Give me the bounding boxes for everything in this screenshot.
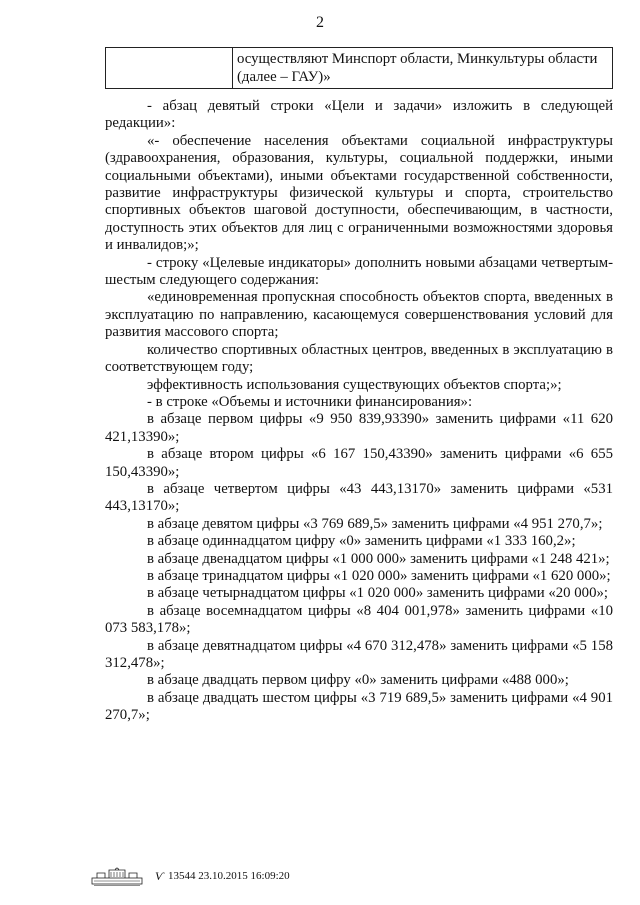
paragraph-indicator-centers: количество спортивных областных центров, введенных в эксплуатацию в соответствующем году; [105,341,613,376]
paragraph-amendment: в абзаце двадцать первом цифру «0» заменить цифрами «488 000»; [147,672,569,689]
paragraph-amendment: в абзаце одиннадцатом цифру «0» заменить цифрами «1 333 160,2»; [147,533,576,550]
table-fragment [105,47,613,89]
paragraph-amendment: в абзаце двенадцатом цифры «1 000 000» заменить цифрами «1 248 421»; [147,550,610,567]
paragraph-goals-text: «- обеспечение населения объектами социальной инфраструктуры (здравоохранения, образования, культуры, социальной поддержки, иными социальными объектами), иными объектами государственной собственности, развитие инфраструктуры физической культуры и спорта, строительство спортивных объектов шаговой доступности, обеспечивающим, в частности, доступность этих объектов для лиц с ограниченными возможностями здоровья и инвалидов;»; [105,132,613,254]
paragraph-financing: - в строке «Объемы и источники финансирования»: [147,393,473,410]
paragraph-amendment: в абзаце первом цифры «9 950 839,93390» заменить цифрами «11 620 421,13390»; [105,411,613,445]
paragraph-indicators: - строку «Целевые индикаторы» дополнить новыми абзацами четвертым-шестым следующего содержания: [105,254,613,289]
paragraph-indicator-capacity: «единовременная пропускная способность объектов спорта, введенных в эксплуатацию по направлению, касающемуся совершенствования условий для развития массового спорта; [105,289,613,341]
paragraph-goals: - абзац девятый строки «Цели и задачи» изложить в следующей редакции»: [105,98,613,132]
footer-mark: Ѵ [155,868,164,883]
table-divider [232,48,233,88]
paragraph-amendment: в абзаце двадцать шестом цифры «3 719 689,5» заменить цифрами «4 901 270,7»; [105,689,613,724]
paragraph-amendment: в абзаце тринадцатом цифры «1 020 000» заменить цифрами «1 620 000»; [147,567,611,584]
paragraph-indicator-efficiency: эффективность использования существующих объектов спорта;»; [147,376,562,393]
table-right-cell: осуществляют Минспорт области, Минкультуры области (далее – ГАУ)» [237,51,598,85]
paragraph-amendment: в абзаце четвертом цифры «43 443,13170» заменить цифрами «531 443,13170»; [105,480,613,515]
footer-registration-stamp: 13544 23.10.2015 16:09:20 [168,870,290,882]
paragraph-amendment: в абзаце втором цифры «6 167 150,43390» заменить цифрами «6 655 150,43390»; [105,446,613,480]
document-body [105,98,613,725]
page-number: 2 [316,14,324,31]
building-logo-icon [91,865,143,887]
paragraph-amendment: в абзаце девятнадцатом цифры «4 670 312,478» заменить цифрами «5 158 312,478»; [105,637,613,671]
paragraph-amendment: в абзаце восемнадцатом цифры «8 404 001,978» заменить цифрами «10 073 583,178»; [105,602,613,637]
paragraph-amendment: в абзаце девятом цифры «3 769 689,5» заменить цифрами «4 951 270,7»; [147,515,603,532]
paragraph-amendment: в абзаце четырнадцатом цифры «1 020 000» заменить цифрами «20 000»; [147,585,608,602]
footer-stamp [91,864,290,888]
